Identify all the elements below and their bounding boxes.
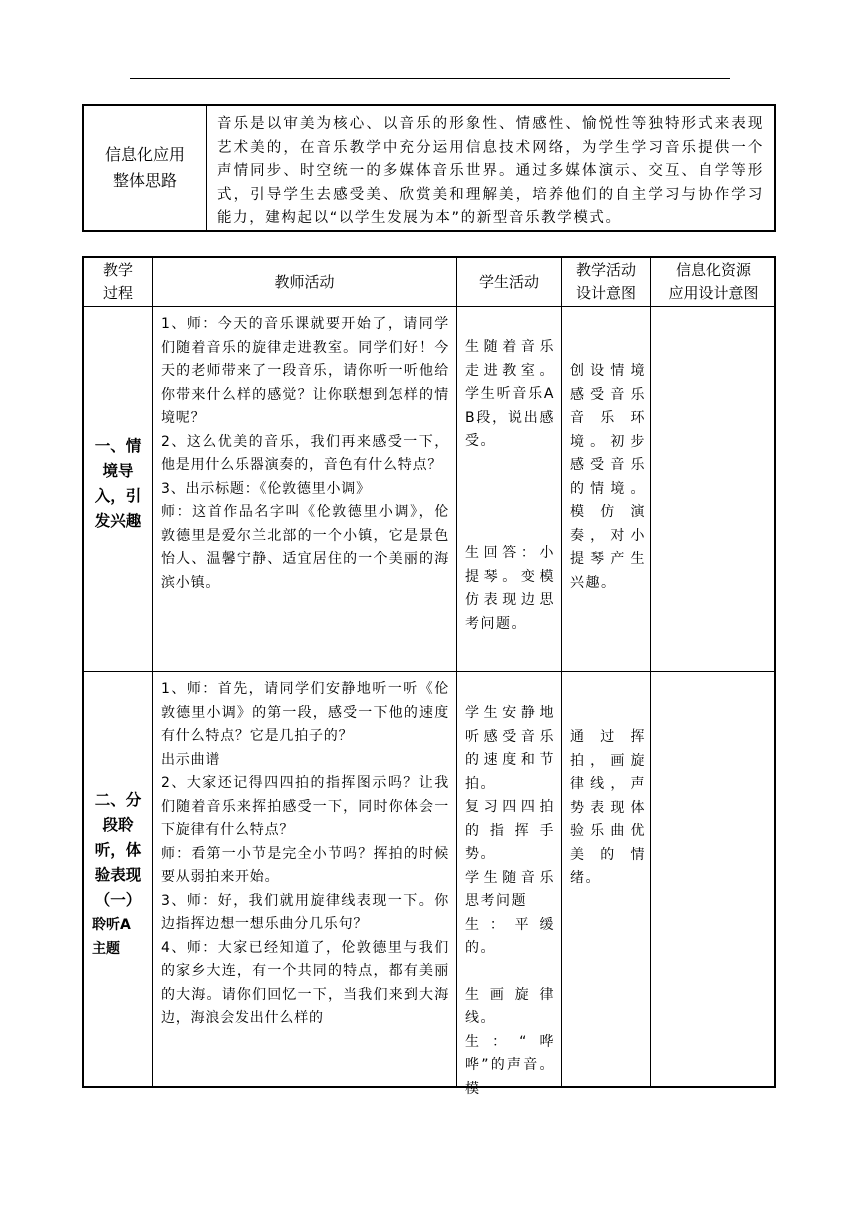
- lesson-plan-table: [82, 256, 776, 1097]
- stage-label-2: [84, 788, 152, 961]
- design-intent-1: 创设情境感受音乐音乐环境。初步感受音乐的情境。模仿演奏，对小提琴产生兴趣。: [570, 363, 646, 591]
- student-paragraph: 学生随音乐思考问题: [465, 869, 555, 909]
- teacher-paragraph: 1、师：首先，请同学们安静地听一听《伦敦德里小调》的第一段，感受一下他的速度有什么特点？它是几拍子的？: [161, 681, 449, 744]
- summary-label: 信息化应用 整体思路: [84, 106, 207, 230]
- grid-line: [152, 258, 153, 1086]
- design-intent-2: 通过挥拍，画旋律线，声势表现体验乐曲优美的情绪。: [570, 729, 646, 886]
- grid-line: [456, 258, 457, 1086]
- teacher-activity-1: [161, 313, 449, 595]
- teacher-paragraph: 师：这首作品名字叫《伦敦德里小调》，伦敦德里是爱尔兰北部的一个小镇，它是景色怡人、温馨宁静、适宜居住的一个美丽的海滨小镇。: [161, 504, 449, 591]
- header-intent: 教学活动 设计意图: [575, 261, 636, 302]
- stage-label-1: 一、情 境导 入，引 发兴趣: [94, 437, 142, 530]
- stage-title: 二、分 段聆 听，体 验表现 （一）: [94, 791, 142, 909]
- teacher-paragraph: 1、师：今天的音乐课就要开始了，请同学们随着音乐的旋律走进教室。同学们好！今天的老师带来了一段音乐，请你听一听他给你带来什么样的感觉？让你联想到怎样的情境呢？: [161, 316, 449, 426]
- teacher-activity-2: [161, 678, 449, 1031]
- grid-line: [650, 258, 651, 1086]
- stage-subtitle: 聆听A 主题: [92, 917, 131, 957]
- teacher-paragraph: 3、出示标题：《伦敦德里小调》: [161, 480, 371, 497]
- teacher-paragraph: 2、大家还记得四四拍的指挥图示吗？让我们随着音乐来挥拍感受一下，同时你体会一下旋律有什么特点？: [161, 775, 449, 838]
- header-teacher: 教师活动: [274, 272, 335, 291]
- student-activity-1a: 生随着音乐走进教室。学生听音乐A B段，说出感受。: [465, 339, 555, 449]
- student-activity-2: [465, 702, 555, 1101]
- teacher-paragraph: 出示曲谱: [161, 751, 221, 768]
- student-paragraph: 生：“哗哗”的声音。模: [465, 1033, 555, 1097]
- grid-line: [561, 258, 562, 1086]
- student-paragraph: 复习四四拍的指挥手势。: [465, 799, 555, 862]
- header-process: 教学 过程: [102, 261, 133, 302]
- header-student: 学生活动: [478, 272, 539, 291]
- student-paragraph: 学生安静地听感受音乐的速度和节拍。: [465, 705, 555, 792]
- student-paragraph: 生：平缓的。: [465, 916, 555, 956]
- teacher-paragraph: 师：看第一小节是完全小节吗？挥拍的时候要从弱拍来开始。: [161, 845, 449, 885]
- grid-line: [84, 306, 774, 307]
- student-paragraph: [465, 961, 555, 984]
- teacher-paragraph: 2、这么优美的音乐，我们再来感受一下，他是用什么乐器演奏的，音色有什么特点？: [161, 433, 449, 473]
- summary-table: [82, 104, 776, 232]
- teacher-paragraph: 3、师：好，我们就用旋律线表现一下。你边指挥边想一想乐曲分几乐句？: [161, 892, 449, 932]
- teacher-paragraph: 4、师：大家已经知道了，伦敦德里与我们的家乡大连，有一个共同的特点，都有美丽的大海。请你们回忆一下，当我们来到大海边，海浪会发出什么样的: [161, 939, 449, 1026]
- header-info: 信息化资源 应用设计意图: [668, 261, 759, 302]
- student-activity-1b: 生回答：小提琴。变模仿表现边思考问题。: [465, 545, 555, 632]
- header-rule: [130, 78, 730, 79]
- grid-line: [84, 671, 774, 672]
- summary-text: 音乐是以审美为核心、以音乐的形象性、情感性、愉悦性等独特形式来表现艺术美的，在音乐教学中充分运用信息技术网络，为学生学习音乐提供一个声情同步、时空统一的多媒体音乐世界。通过多媒体演示、交互、自学等形式，引导学生去感受美、欣赏美和理解美，培养他们的自主学习与协作学习能力，建构起以“以学生发展为本”的新型音乐教学模式。: [217, 116, 764, 226]
- student-paragraph: 生画旋律线。: [465, 986, 555, 1026]
